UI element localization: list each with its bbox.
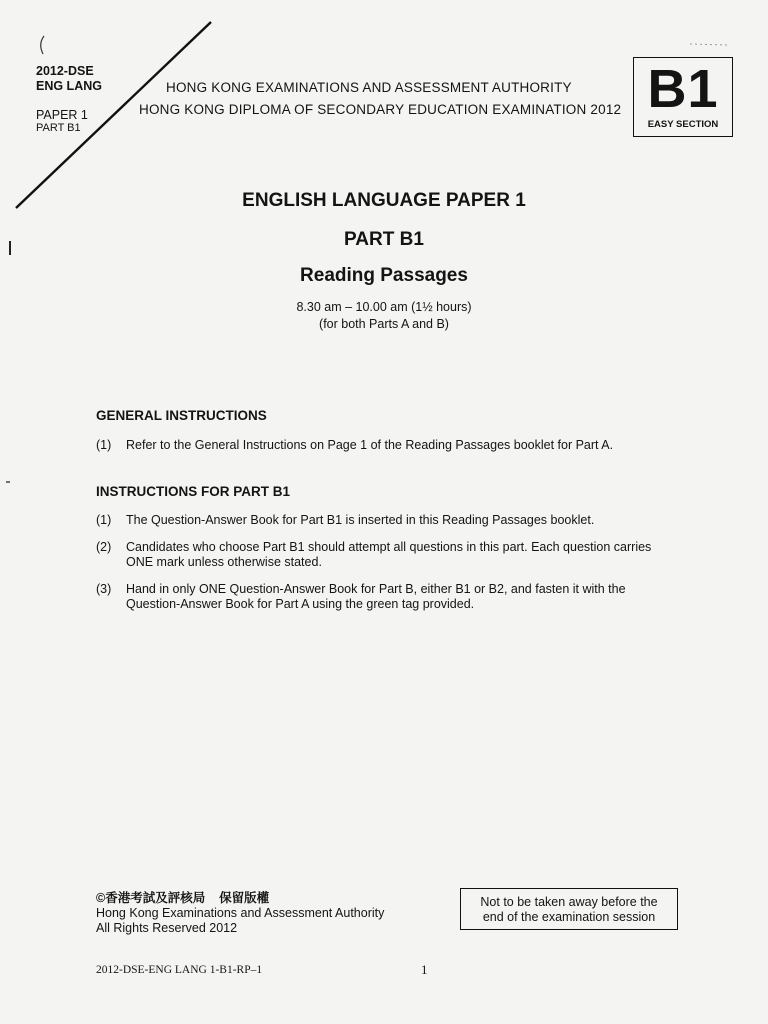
authority-name: HONG KONG EXAMINATIONS AND ASSESSMENT AUTHORITY [166,80,572,95]
notice-line-1: Not to be taken away before the [480,895,658,909]
item-number: (1) [96,438,112,452]
item-number: (2) [96,540,112,554]
section-badge [633,57,733,137]
copyright-authority: Hong Kong Examinations and Assessment Authority [96,906,385,920]
paper-number: PAPER 1 [36,108,88,122]
item-number: (3) [96,582,112,596]
section-title: Reading Passages [300,265,468,286]
exam-scope: (for both Parts A and B) [319,317,449,331]
part-title: PART B1 [344,229,424,250]
notice-line-2: end of the examination session [482,910,656,924]
code-line-1: 2012-DSE [36,64,94,78]
item-text: Candidates who choose Part B1 should attempt all questions in this part. Each question carries ONE mark unless otherwise stated. [126,540,652,569]
badge-subtitle: EASY SECTION [647,119,719,130]
exam-time: 8.30 am – 10.00 am (1½ hours) [296,300,472,314]
part-b1-instructions-heading: INSTRUCTIONS FOR PART B1 [96,484,291,499]
page-number: 1 [421,962,428,977]
list-item [96,438,696,454]
paper-title: ENGLISH LANGUAGE PAPER 1 [242,190,526,211]
list-item [96,540,696,572]
notice-box [460,888,678,930]
copyright-chinese: ©香港考試及評核局 保留版權 [96,891,270,905]
item-text: The Question-Answer Book for Part B1 is inserted in this Reading Passages booklet. [126,513,595,527]
general-instructions-heading: GENERAL INSTRUCTIONS [96,408,267,423]
exam-name: HONG KONG DIPLOMA OF SECONDARY EDUCATION EXAMINATION 2012 [139,102,622,117]
code-line-2: ENG LANG [36,79,102,93]
list-item [96,582,696,614]
item-text: Refer to the General Instructions on Page 1 of the Reading Passages booklet for Part A. [126,438,614,452]
paper-label [36,109,88,135]
paper-part: PART B1 [36,122,81,134]
item-text: Hand in only ONE Question-Answer Book for Part B, either B1 or B2, and fasten it with the Question-Answer Book for Part A using the green tag provided. [126,582,626,611]
copyright-rights: All Rights Reserved 2012 [96,921,238,935]
document-code: 2012-DSE-ENG LANG 1-B1-RP–1 [96,964,263,976]
badge-label: B1 [647,59,719,119]
item-number: (1) [96,513,112,527]
list-item [96,513,696,529]
copyright-block [96,891,384,936]
paper-code [36,64,102,94]
